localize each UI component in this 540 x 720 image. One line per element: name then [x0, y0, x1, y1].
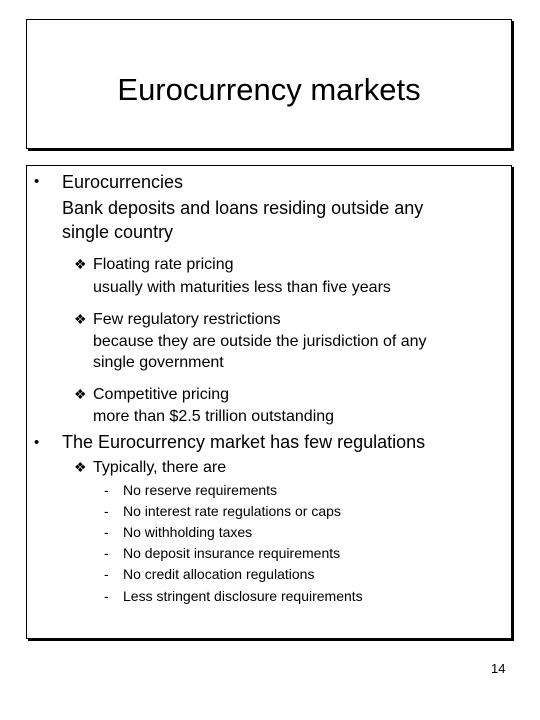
dash-marker: - [104, 566, 109, 582]
dash-marker: - [104, 503, 109, 519]
list-item: No credit allocation regulations [123, 566, 315, 582]
dash-marker: - [104, 545, 109, 561]
bullet-marker: • [34, 434, 40, 451]
diamond-bullet-icon: ❖ [74, 459, 87, 475]
sub-bullet-text: usually with maturities less than five years [93, 279, 391, 296]
sub-bullet-heading: Typically, there are [93, 459, 227, 476]
page-number: 14 [491, 661, 506, 676]
bullet-heading: Eurocurrencies [62, 172, 184, 192]
sub-bullet-text: more than $2.5 trillion outstanding [93, 408, 335, 425]
sub-bullet-heading: Competitive pricing [93, 386, 230, 403]
sub-bullet-text: because they are outside the jurisdiction of any [93, 333, 427, 350]
list-item: No deposit insurance requirements [123, 545, 341, 561]
list-item: No withholding taxes [123, 524, 253, 540]
bullet-text: single country [62, 222, 174, 242]
bullet-heading: The Eurocurrency market has few regulations [62, 432, 426, 452]
diamond-bullet-icon: ❖ [74, 386, 87, 402]
dash-marker: - [104, 524, 109, 540]
diamond-bullet-icon: ❖ [74, 256, 87, 272]
bullet-marker: • [34, 173, 40, 190]
sub-bullet-heading: Floating rate pricing [93, 256, 234, 273]
dash-marker: - [104, 482, 109, 498]
bullet-text: Bank deposits and loans residing outside any [62, 198, 424, 218]
list-item: No interest rate regulations or caps [123, 503, 341, 519]
list-item: No reserve requirements [123, 482, 278, 498]
slide-title: Eurocurrency markets [117, 72, 421, 107]
sub-bullet-text: single government [93, 354, 224, 371]
title-box [26, 19, 512, 149]
sub-bullet-heading: Few regulatory restrictions [93, 311, 281, 328]
diamond-bullet-icon: ❖ [74, 311, 87, 327]
list-item: Less stringent disclosure requirements [123, 588, 363, 604]
dash-marker: - [104, 588, 109, 604]
